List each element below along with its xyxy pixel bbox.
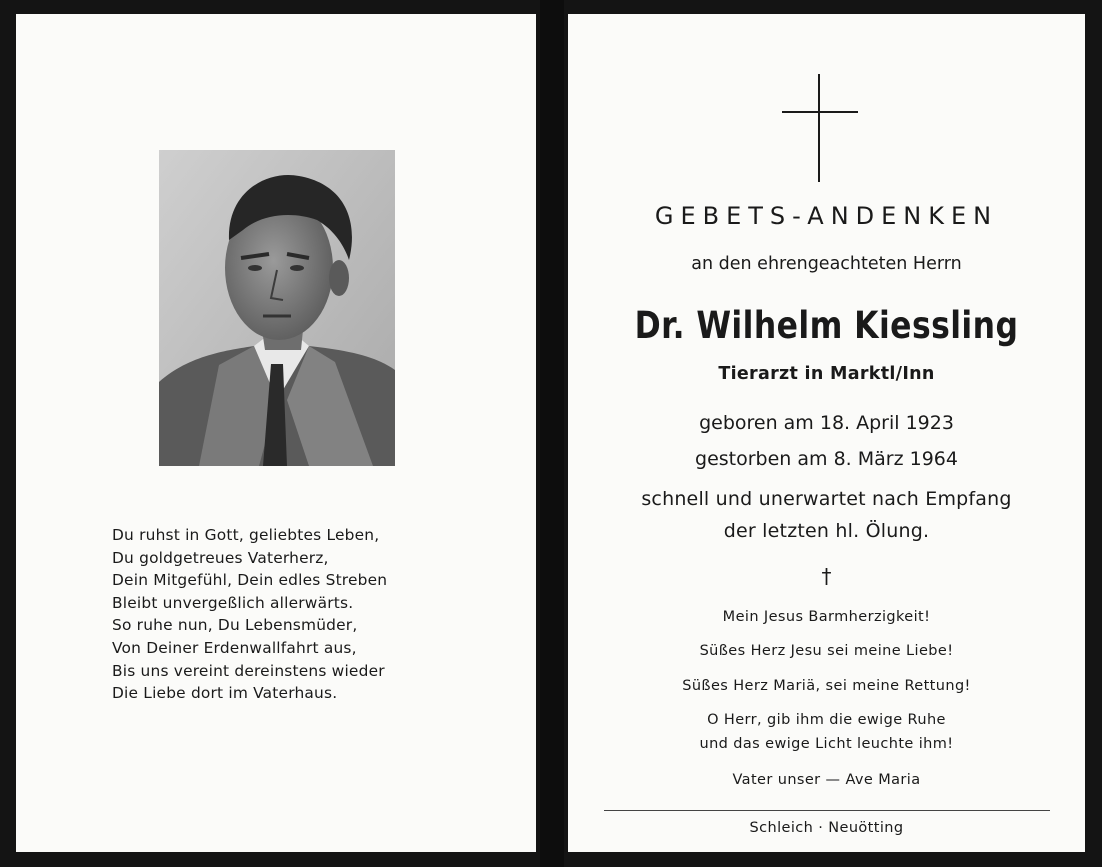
death-date: gestorben am 8. März 1964 [695, 448, 958, 470]
poem-line: Die Liebe dort im Vaterhaus. [112, 684, 338, 703]
circumstance-line: der letzten hl. Ölung. [723, 520, 930, 542]
small-cross-icon: † [821, 564, 832, 588]
prayer-line: und das ewige Licht leuchte ihm! [699, 736, 954, 752]
card-spine [540, 0, 564, 867]
circumstance-line: schnell und unerwartet nach Empfang [641, 488, 1012, 510]
prayer-line: Süßes Herz Jesu sei meine Liebe! [699, 643, 954, 659]
poem-line: Du goldgetreues Vaterherz, [112, 548, 329, 567]
poem-line: So ruhe nun, Du Lebensmüder, [112, 616, 358, 635]
cross-icon [782, 74, 858, 182]
intro-line: an den ehrengeachteten Herrn [691, 254, 962, 274]
poem-line: Dein Mitgefühl, Dein edles Streben [112, 571, 388, 590]
memorial-poem [112, 524, 452, 705]
portrait-image [159, 150, 395, 466]
profession: Tierarzt in Marktl/Inn [718, 364, 935, 384]
poem-line: Bleibt unvergeßlich allerwärts. [112, 593, 354, 612]
deceased-name: Dr. Wilhelm Kiessling [634, 304, 1019, 347]
prayer-line: Vater unser — Ave Maria [732, 772, 921, 788]
poem-line: Du ruhst in Gott, geliebtes Leben, [112, 526, 380, 544]
prayer-line: Mein Jesus Barmherzigkeit! [722, 609, 931, 625]
prayer-line: O Herr, gib ihm die ewige Ruhe [707, 712, 946, 728]
left-page [16, 14, 536, 852]
birth-date: geboren am 18. April 1923 [699, 412, 954, 434]
right-page [568, 14, 1085, 852]
poem-line: Bis uns vereint dereinstens wieder [112, 661, 385, 680]
portrait-photo [159, 150, 395, 466]
printer-credit: Schleich · Neuötting [749, 820, 904, 836]
poem-line: Von Deiner Erdenwallfahrt aus, [112, 638, 357, 657]
card-title: GEBETS-ANDENKEN [654, 202, 999, 230]
divider [604, 810, 1050, 811]
prayer-line: Süßes Herz Mariä, sei meine Rettung! [682, 678, 971, 694]
